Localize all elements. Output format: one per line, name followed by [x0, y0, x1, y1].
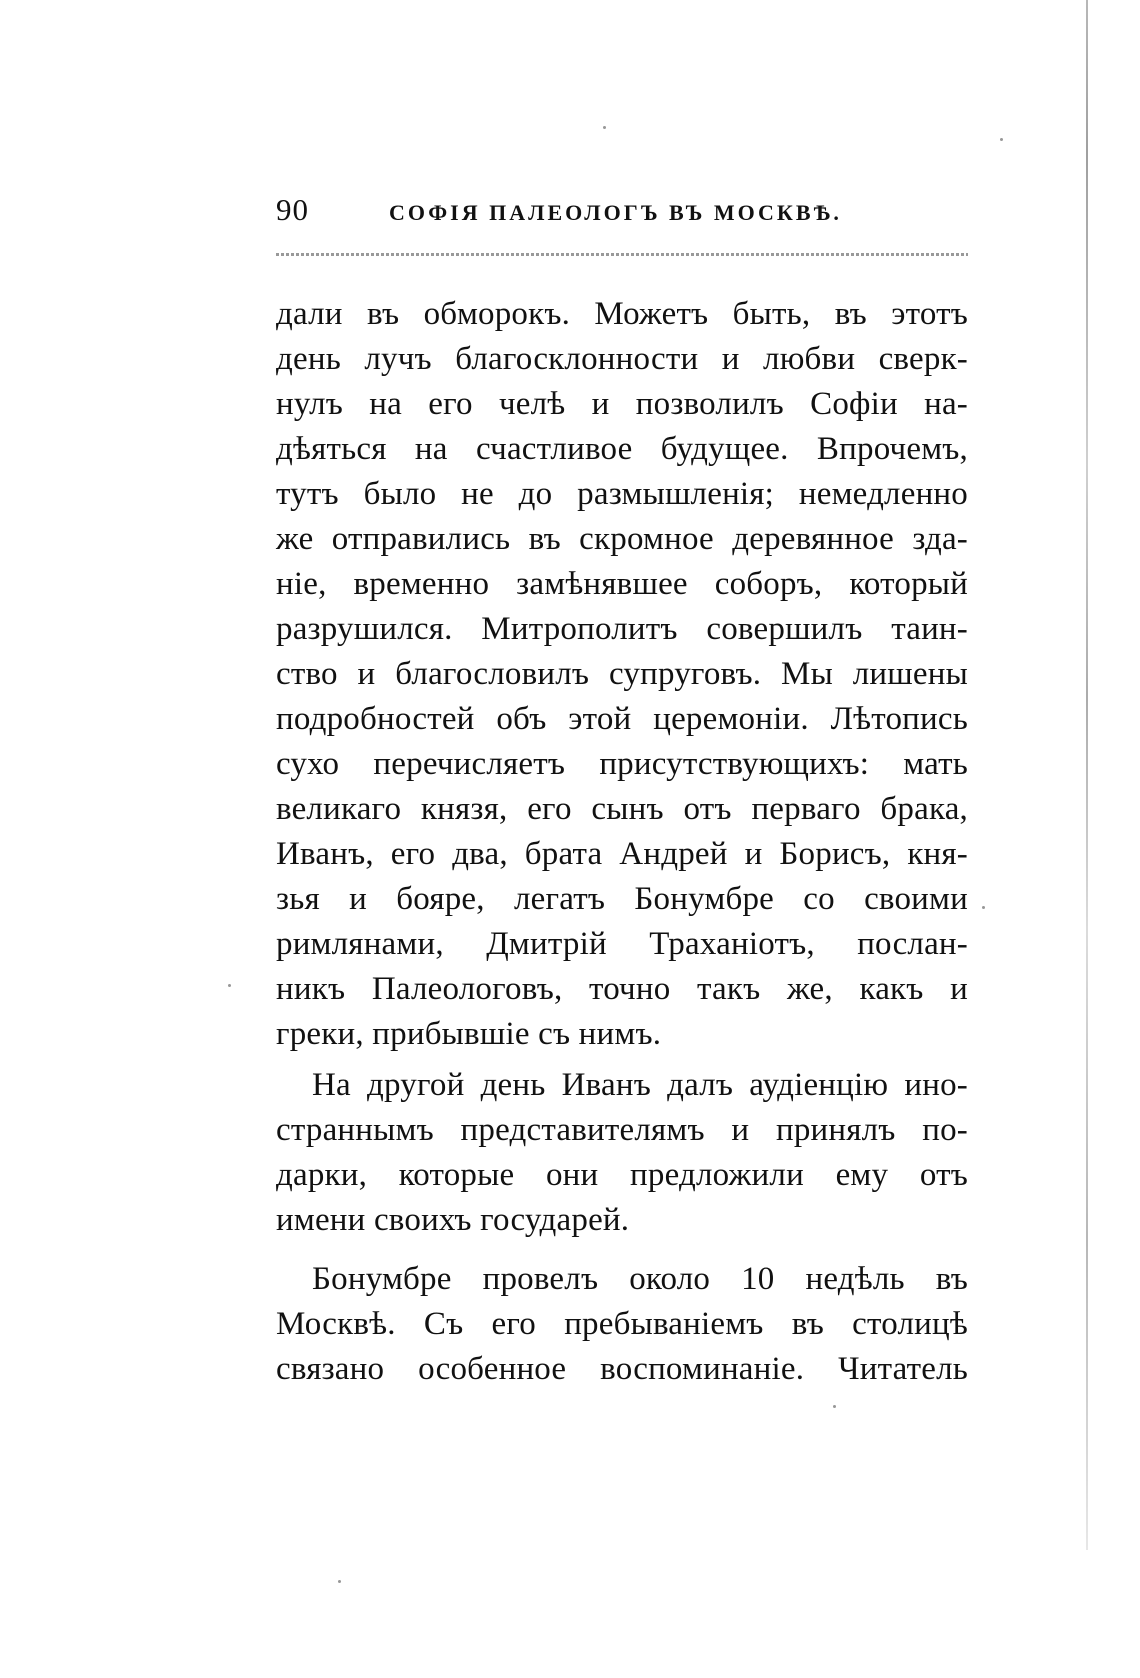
paragraph-1: [276, 292, 968, 1057]
scan-edge-shadow: [1086, 0, 1088, 1550]
text-line: греки, прибывшіе съ нимъ.: [276, 1016, 662, 1052]
text-line: подробностей объ этой церемоніи. Лѣтопись: [276, 701, 968, 737]
text-line: день лучъ благосклонности и любви сверк-: [276, 341, 968, 377]
scan-speck: [833, 1405, 836, 1408]
paragraph-2: [276, 1063, 968, 1243]
body-text: [276, 292, 968, 1392]
text-line: же отправились въ скромное деревянное зда-: [276, 521, 968, 557]
header-rule: [276, 253, 968, 256]
text-line: великаго князя, его сынъ отъ перваго брака,: [276, 791, 968, 827]
scan-speck: [338, 1580, 341, 1583]
text-line: зья и бояре, легатъ Бонумбре со своими: [276, 881, 968, 917]
text-line: дѣяться на счастливое будущее. Впрочемъ,: [276, 431, 968, 467]
text-line: ніе, временно замѣнявшее соборъ, который: [276, 566, 968, 602]
page-number: 90: [276, 192, 309, 227]
scan-speck: [982, 906, 985, 909]
running-head: СОФІЯ ПАЛЕОЛОГЪ ВЪ МОСКВѢ.: [389, 200, 842, 225]
scan-speck: [228, 984, 231, 987]
text-line: связано особенное воспоминаніе. Читатель: [276, 1351, 968, 1387]
scan-speck: [603, 126, 606, 129]
text-line: сухо перечисляетъ присутствующихъ: мать: [276, 746, 968, 782]
text-line: имени своихъ государей.: [276, 1202, 630, 1238]
text-line: никъ Палеологовъ, точно такъ же, какъ и: [276, 971, 968, 1007]
text-line: разрушился. Митрополитъ совершилъ таин-: [276, 611, 968, 647]
text-line: тутъ было не до размышленія; немедленно: [276, 476, 968, 512]
scan-speck: [1000, 138, 1003, 141]
text-line: дарки, которые они предложили ему отъ: [276, 1157, 968, 1193]
text-line: нулъ на его челѣ и позволилъ Софіи на-: [276, 386, 968, 422]
text-line: Бонумбре провелъ около 10 недѣль въ: [312, 1261, 968, 1297]
text-line: страннымъ представителямъ и принялъ по-: [276, 1112, 968, 1148]
text-line: На другой день Иванъ далъ аудіенцію ино-: [312, 1067, 968, 1103]
text-line: Иванъ, его два, брата Андрей и Борисъ, кня-: [276, 836, 968, 872]
text-line: Москвѣ. Съ его пребываніемъ въ столицѣ: [276, 1306, 968, 1342]
page-header: [276, 182, 968, 232]
text-line: ство и благословилъ супруговъ. Мы лишены: [276, 656, 968, 692]
text-line: дали въ обморокъ. Можетъ быть, въ этотъ: [276, 296, 968, 332]
paragraph-3: [276, 1257, 968, 1392]
text-line: римлянами, Дмитрій Траханіотъ, послан-: [276, 926, 968, 962]
